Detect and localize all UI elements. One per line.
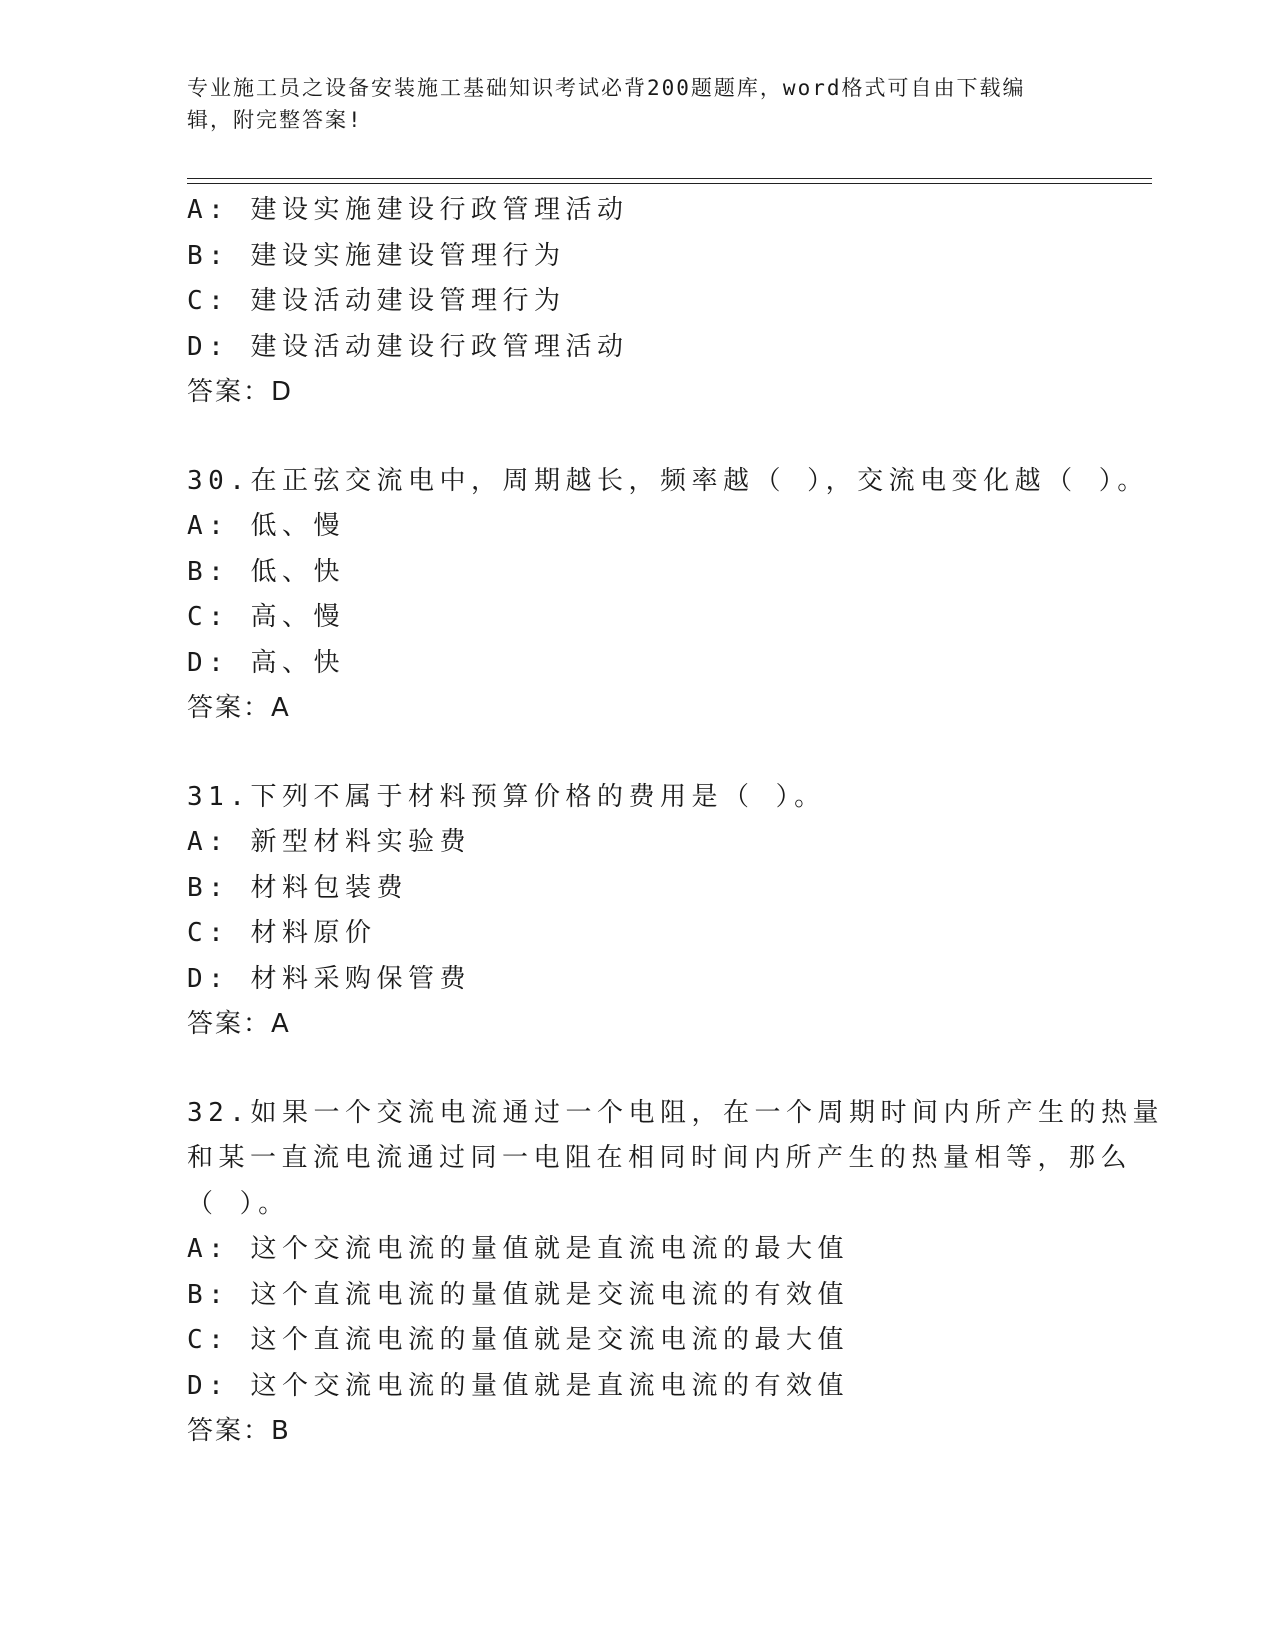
document-header-title: 专业施工员之设备安装施工基础知识考试必背200题题库，word格式可自由下载编辑，附完整答案!	[187, 76, 1026, 132]
option-a: A: 这个交流电流的量值就是直流电流的最大值	[187, 1234, 849, 1264]
option-c: C: 高、慢	[187, 602, 345, 632]
option-d: D: 这个交流电流的量值就是直流电流的有效值	[187, 1370, 849, 1401]
option-a: A: 新型材料实验费	[187, 827, 471, 857]
option-b: B: 建设实施建设管理行为	[187, 240, 566, 271]
question-block-31	[187, 775, 1087, 1048]
block-spacer	[187, 416, 1087, 459]
option-d: D: 高、快	[187, 647, 345, 678]
option-b: B: 这个直流电流的量值就是交流电流的有效值	[187, 1279, 849, 1310]
header-divider-bottom	[187, 183, 1152, 184]
question-text: 31.下列不属于材料预算价格的费用是（ ）。	[187, 781, 826, 812]
option-d: D: 材料采购保管费	[187, 963, 471, 994]
answer-label: 答案：B	[187, 1416, 291, 1446]
question-list	[187, 188, 1164, 1455]
block-spacer	[187, 732, 1087, 775]
option-d: D: 建设活动建设行政管理活动	[187, 331, 629, 362]
answer-label: 答案：A	[187, 1009, 291, 1039]
answer-label: 答案：D	[187, 377, 294, 407]
question-text: 30.在正弦交流电中，周期越长，频率越（ ），交流电变化越（ ）。	[187, 465, 1149, 496]
option-a: A: 建设实施建设行政管理活动	[187, 195, 629, 225]
question-block-30	[187, 459, 1149, 732]
option-c: C: 材料原价	[187, 918, 377, 948]
option-c: C: 这个直流电流的量值就是交流电流的最大值	[187, 1325, 849, 1355]
header-divider-top	[187, 178, 1152, 179]
question-block-32	[187, 1091, 1164, 1455]
option-c: C: 建设活动建设管理行为	[187, 286, 566, 316]
question-block-29	[187, 188, 1087, 416]
option-a: A: 低、慢	[187, 511, 345, 541]
question-text-line-1: 32.如果一个交流电流通过一个电阻，在一个周期时间内所产生的热量	[187, 1097, 1164, 1128]
option-b: B: 低、快	[187, 556, 345, 587]
question-text-line-2: 和某一直流电流通过同一电阻在相同时间内所产生的热量相等，那么	[187, 1143, 1133, 1173]
answer-label: 答案：A	[187, 693, 291, 723]
question-text-line-3: （ ）。	[187, 1188, 290, 1219]
block-spacer	[187, 1048, 1087, 1091]
option-b: B: 材料包装费	[187, 872, 408, 903]
